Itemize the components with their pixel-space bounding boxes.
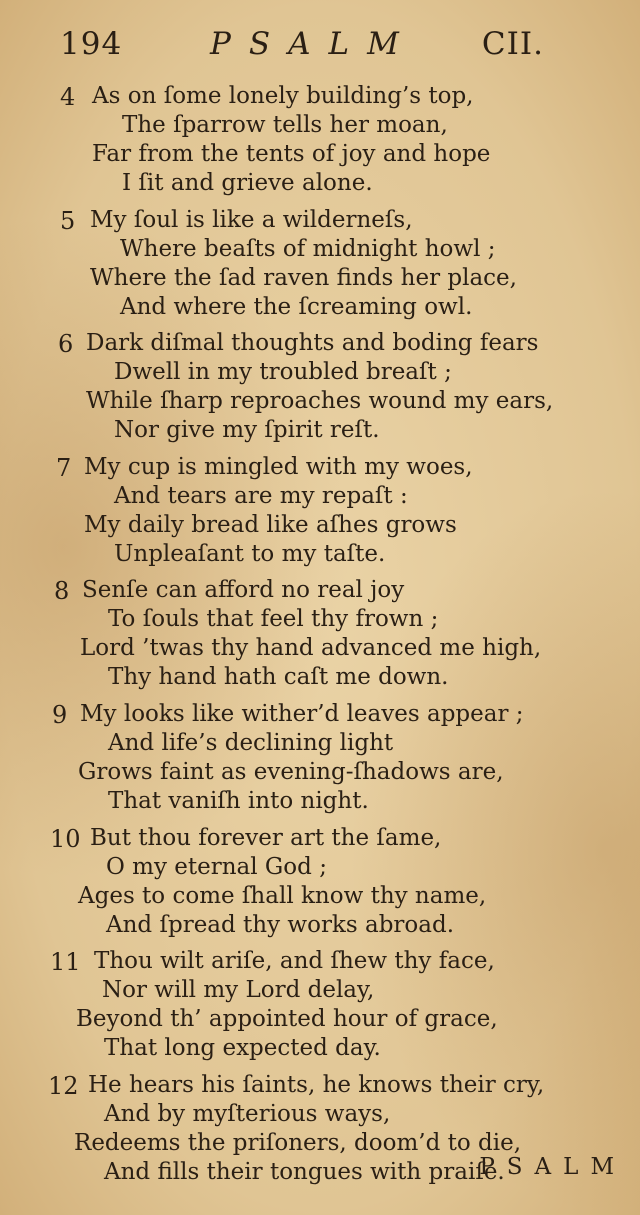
verse-line: My ſoul is like a wilderneſs, (90, 206, 413, 233)
verse-line: And ſpread thy works abroad. (106, 911, 455, 938)
verse-number: 5 (60, 206, 76, 235)
verse-number: 8 (54, 577, 70, 606)
verse-line: And tears are my repaſt : (114, 482, 408, 509)
verse-line: My looks like wither’d leaves appear ; (80, 700, 524, 727)
verse-line: That long expected day. (104, 1035, 381, 1062)
verse-number: 12 (48, 1071, 79, 1100)
verse-line: But thou forever art the ſame, (90, 824, 442, 851)
verse-number: 9 (52, 700, 68, 729)
running-title: PSALM (210, 26, 417, 62)
stanza-7 (0, 453, 640, 573)
page-number: 194 (60, 26, 123, 62)
verse-line: Nor give my ſpirit reſt. (114, 417, 380, 444)
verse-line: To ſouls that feel thy frown ; (108, 606, 439, 633)
stanza-8 (0, 576, 640, 696)
verse-number: 6 (58, 330, 74, 359)
verse-line: The ſparrow tells her moan, (122, 112, 448, 138)
verse-line: Thou wilt ariſe, and ſhew thy face, (94, 948, 495, 975)
verse-line: Beyond th’ appointed hour of grace, (76, 1006, 498, 1033)
verse-line: And fills their tongues with praiſe. (104, 1158, 505, 1185)
verse-line: Senſe can afford no real joy (82, 577, 405, 604)
verse-line: Unpleaſant to my taſte. (114, 540, 386, 567)
verse-line: Where beaſts of midnight howl ; (120, 235, 496, 262)
stanza-9 (0, 700, 640, 820)
verse-line: He hears his ſaints, he knows their cry, (88, 1071, 545, 1098)
verse-line: While ſharp reproaches wound my ears, (86, 388, 554, 415)
verse-line: And life’s declining light (108, 729, 394, 756)
verse-line: My daily bread like aſhes grows (84, 511, 457, 538)
verse-line: As on ſome lonely building’s top, (92, 83, 474, 109)
verse-line: And by myſterious ways, (104, 1100, 391, 1127)
verse-number: 7 (56, 453, 72, 482)
verse-line: Far from the tents of joy and hope (92, 141, 491, 167)
stanza-10 (0, 824, 640, 944)
stanza-4 (0, 82, 640, 202)
verse-number: 10 (50, 824, 81, 853)
verse-line: Where the ſad raven finds her place, (90, 264, 517, 291)
verse-line: Redeems the priſoners, doom’d to die, (74, 1129, 522, 1156)
verse-number: 4 (60, 83, 76, 111)
psalm-text (0, 82, 640, 1194)
verse-line: Dwell in my troubled breaſt ; (114, 359, 452, 386)
verse-line: That vaniſh into night. (108, 787, 369, 814)
verse-line: Lord ’twas thy hand advanced me high, (80, 635, 542, 662)
verse-line: I ſit and grieve alone. (122, 170, 373, 196)
verse-line: O my eternal God ; (106, 853, 327, 880)
catchword: PSALM (479, 1154, 626, 1180)
verse-line: Thy hand hath caſt me down. (108, 664, 449, 691)
verse-number: 11 (50, 948, 81, 977)
stanza-6 (0, 329, 640, 449)
verse-line: Ages to come ſhall know thy name, (78, 882, 487, 909)
stanza-5 (0, 206, 640, 326)
psalm-number: CII. (481, 26, 544, 62)
verse-line: And where the ſcreaming owl. (120, 293, 473, 320)
stanza-11 (0, 947, 640, 1067)
verse-line: Nor will my Lord delay, (102, 977, 375, 1004)
verse-line: Grows faint as evening-ſhadows are, (78, 758, 504, 785)
page-header (60, 24, 544, 64)
verse-line: My cup is mingled with my woes, (84, 453, 473, 480)
verse-line: Dark diſmal thoughts and boding fears (86, 330, 539, 357)
